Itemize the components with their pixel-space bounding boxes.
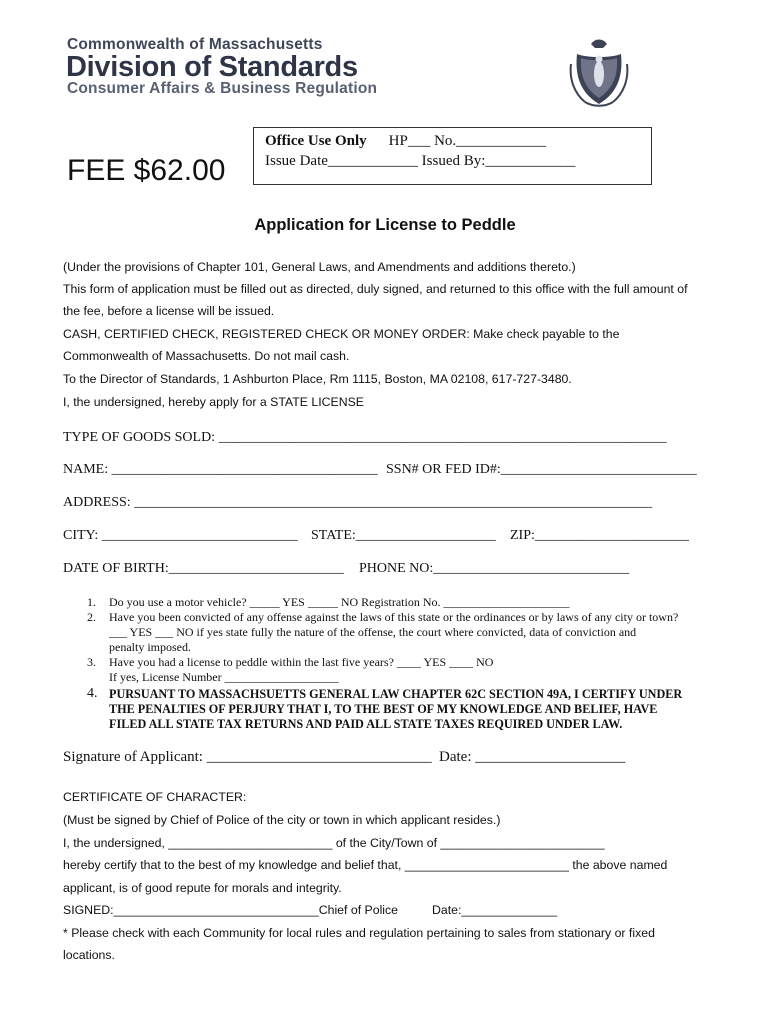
intro-line-6: To the Director of Standards, 1 Ashburton Place, Rm 1115, Boston, MA 02108, 617-727-3480. (63, 372, 572, 386)
question-1-motor-vehicle[interactable]: Do you use a motor vehicle? _____ YES _____ NO Registration No. _____________________ (109, 595, 570, 609)
intro-line-4: CASH, CERTIFIED CHECK, REGISTERED CHECK OR MONEY ORDER: Make check payable to the (63, 327, 620, 341)
certificate-undersigned-line[interactable]: I, the undersigned, ________________________ of the City/Town of ________________________ (63, 836, 605, 850)
intro-line-3: the fee, before a license will be issued. (63, 304, 275, 318)
question-4-certification-1: PURSUANT TO MASSACHSUETTS GENERAL LAW CHAPTER 62C SECTION 49A, I CERTIFY UNDER (109, 687, 683, 701)
date-of-birth-field[interactable]: DATE OF BIRTH:_________________________ (63, 561, 344, 576)
applicant-signature-field[interactable]: Signature of Applicant: ______________________________ (63, 749, 432, 765)
agency-header-title: Division of Standards (66, 51, 358, 83)
phone-field[interactable]: PHONE NO:____________________________ (359, 561, 630, 576)
state-seal-icon (569, 34, 629, 108)
certificate-certify-line[interactable]: hereby certify that to the best of my knowledge and belief that, ________________________ the above named (63, 858, 668, 872)
applicant-date-field[interactable]: Date: ____________________ (439, 749, 626, 765)
question-2-yes-no[interactable]: ___ YES ___ NO if yes state fully the nature of the offense, the court where convicted, data of conviction and (109, 625, 637, 639)
goods-sold-field[interactable]: TYPE OF GOODS SOLD: ________________________________________________________________ (63, 430, 667, 445)
chief-date-field[interactable]: Date:______________ (432, 903, 558, 917)
question-4-certification-3: FILED ALL STATE TAX RETURNS AND PAID ALL STATE TAXES REQUIRED UNDER LAW. (109, 717, 623, 731)
agency-header-line3: Consumer Affairs & Business Regulation (67, 80, 378, 97)
intro-line-7: I, the undersigned, hereby apply for a STATE LICENSE (63, 395, 364, 409)
office-use-hp-no: HP___ No.____________ (388, 133, 547, 149)
question-4-number: 4. (87, 686, 98, 701)
question-3-prior-license[interactable]: Have you had a license to peddle within the last five years? ____ YES ____ NO (109, 655, 494, 669)
local-rules-note-cont: locations. (63, 948, 115, 962)
question-2-convictions: Have you been convicted of any offense against the laws of this state or the ordinances or by laws of any city or town? (109, 610, 679, 624)
chief-signed-field[interactable]: SIGNED:______________________________Chief of Police (63, 903, 399, 917)
question-2-penalty: penalty imposed. (109, 640, 191, 654)
question-4-certification-2: THE PENALTIES OF PERJURY THAT I, TO THE BEST OF MY KNOWLEDGE AND BELIEF, HAVE (109, 702, 658, 716)
office-use-issue-line: Issue Date____________ Issued By:____________ (265, 153, 576, 169)
ssn-field[interactable]: SSN# OR FED ID#:____________________________ (386, 462, 697, 477)
certificate-repute-line: applicant, is of good repute for morals and integrity. (63, 881, 342, 895)
city-field[interactable]: CITY: ____________________________ (63, 528, 298, 543)
state-field[interactable]: STATE:____________________ (311, 528, 496, 543)
intro-line-1: (Under the provisions of Chapter 101, General Laws, and Amendments and additions thereto.) (63, 260, 576, 274)
intro-line-5: Commonwealth of Massachusetts. Do not mail cash. (63, 349, 350, 363)
zip-field[interactable]: ZIP:______________________ (510, 528, 689, 543)
form-title: Application for License to Peddle (254, 216, 516, 234)
office-use-line-1 (265, 133, 546, 150)
question-2-number: 2. (87, 610, 96, 624)
certificate-heading: CERTIFICATE OF CHARACTER: (63, 790, 247, 804)
agency-header-line1: Commonwealth of Massachusetts (67, 36, 323, 53)
fee-amount: FEE $62.00 (67, 154, 226, 187)
local-rules-note: * Please check with each Community for local rules and regulation pertaining to sales from stationary or fixed (63, 926, 655, 940)
office-use-label: Office Use Only (265, 133, 367, 149)
address-field[interactable]: ADDRESS: __________________________________________________________________________ (63, 495, 653, 510)
certificate-instruction: (Must be signed by Chief of Police of the city or town in which applicant resides.) (63, 813, 501, 827)
question-3-number: 3. (87, 655, 96, 669)
name-field[interactable]: NAME: ______________________________________ (63, 462, 378, 477)
question-1-number: 1. (87, 595, 96, 609)
intro-line-2: This form of application must be filled out as directed, duly signed, and returned to this office with the full amount of (63, 282, 688, 296)
question-3-license-number[interactable]: If yes, License Number ___________________ (109, 670, 339, 684)
